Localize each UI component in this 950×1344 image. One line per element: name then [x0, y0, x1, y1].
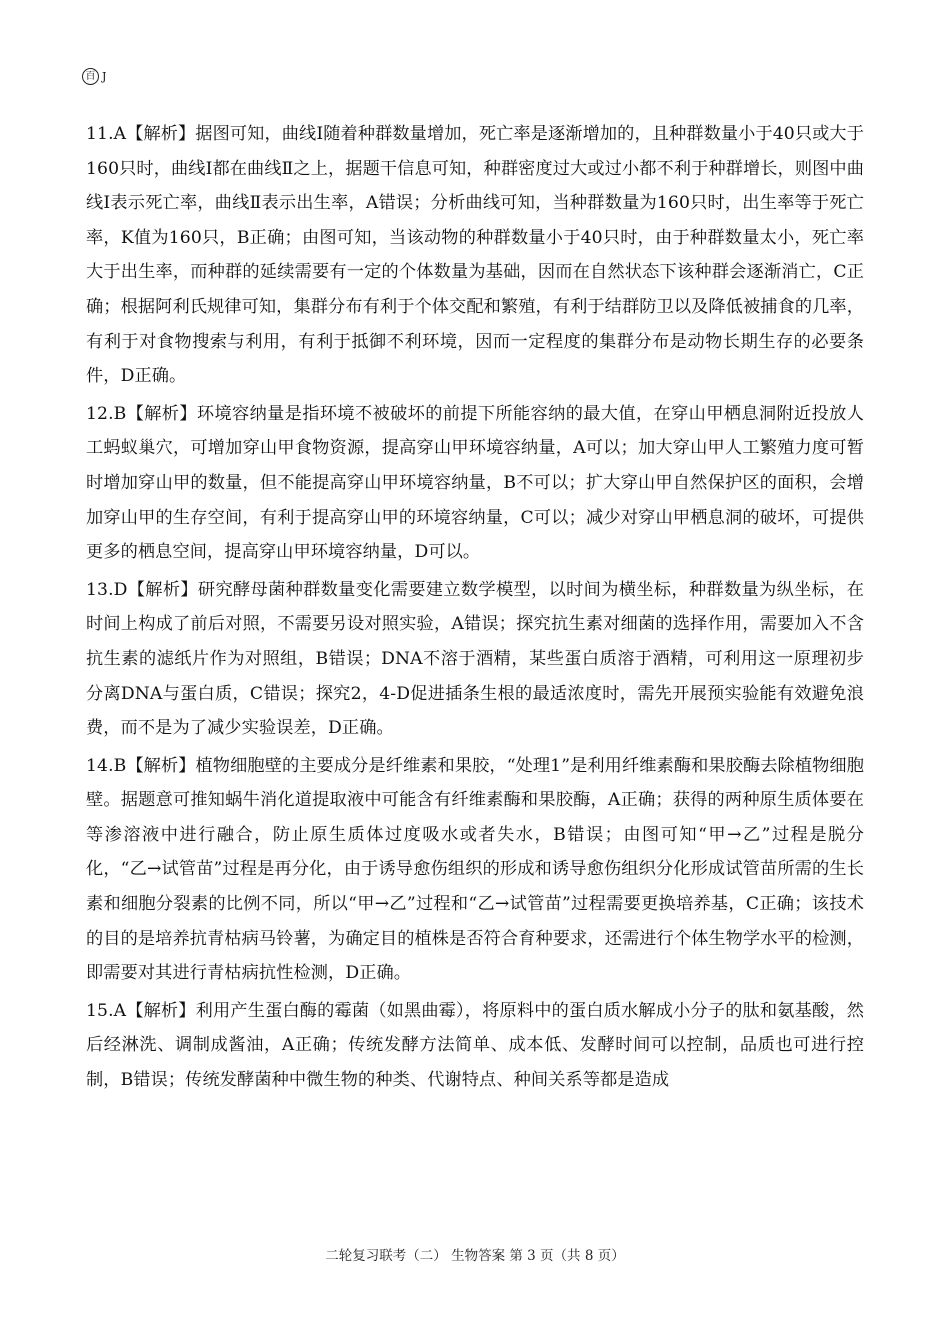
logo-suffix: J — [102, 70, 107, 83]
answer-11: 11.A【解析】据图可知，曲线Ⅰ随着种群数量增加，死亡率是逐渐增加的，且种群数量小于40只或大于160只时，曲线Ⅰ都在曲线Ⅱ之上，据题干信息可知，种群密度过大或过小都不利于种群增长，则图中曲线Ⅰ表示死亡率，曲线Ⅱ表示出生率，A错误；分析曲线可知，当种群数量为160只时，出生率等于死亡率，K值为160只，B正确；由图可知，当该动物的种群数量小于40只时，由于种群数量太小，死亡率大于出生率，而种群的延续需要有一定的个体数量为基础，因而在自然状态下该种群会逐渐消亡，C正确；根据阿利氏规律可知，集群分布有利于个体交配和繁殖，有利于结群防卫以及降低被捕食的几率，有利于对食物搜索与利用，有利于抵御不利环境，因而一定程度的集群分布是动物长期生存的必要条件，D正确。 — [86, 124, 864, 387]
page-footer: 二轮复习联考（二） 生物答案 第 3 页（共 8 页） — [325, 1248, 625, 1264]
answer-13: 13.D【解析】研究酵母菌种群数量变化需要建立数学模型，以时间为横坐标，种群数量为纵坐标，在时间上构成了前后对照，不需要另设对照实验，A错误；探究抗生素对细菌的选择作用，需要加入不含抗生素的滤纸片作为对照组，B错误；DNA不溶于酒精，某些蛋白质溶于酒精，可利用这一原理初步分离DNA与蛋白质，C错误；探究2，4-D促进插条生根的最适浓度时，需先开展预实验能有效避免浪费，而不是为了减少实验误差，D正确。 — [86, 579, 864, 739]
logo-mark: 百 — [82, 68, 99, 85]
publisher-logo — [82, 68, 106, 85]
answer-12: 12.B【解析】环境容纳量是指环境不被破坏的前提下所能容纳的最大值，在穿山甲栖息洞附近投放人工蚂蚁巢穴，可增加穿山甲食物资源，提高穿山甲环境容纳量，A可以；加大穿山甲人工繁殖力度可暂时增加穿山甲的数量，但不能提高穿山甲环境容纳量，B不可以；扩大穿山甲自然保护区的面积，会增加穿山甲的生存空间，有利于提高穿山甲的环境容纳量，C可以；减少对穿山甲栖息洞的破坏，可提供更多的栖息空间，提高穿山甲环境容纳量，D可以。 — [86, 403, 864, 563]
answer-content — [86, 117, 864, 1101]
answer-15: 15.A【解析】利用产生蛋白酶的霉菌（如黑曲霉），将原料中的蛋白质水解成小分子的肽和氨基酸，然后经淋洗、调制成酱油，A正确；传统发酵方法简单、成本低、发酵时间可以控制，品质也可进行控制，B错误；传统发酵菌种中微生物的种类、代谢特点、种间关系等都是造成 — [86, 1000, 864, 1091]
answer-14: 14.B【解析】植物细胞壁的主要成分是纤维素和果胶，“处理1”是利用纤维素酶和果胶酶去除植物细胞壁。据题意可推知蜗牛消化道提取液中可能含有纤维素酶和果胶酶，A正确；获得的两种原生质体要在等渗溶液中进行融合，防止原生质体过度吸水或者失水，B错误；由图可知“甲→乙”过程是脱分化，“乙→试管苗”过程是再分化，由于诱导愈伤组织的形成和诱导愈伤组织分化形成试管苗所需的生长素和细胞分裂素的比例不同，所以“甲→乙”过程和“乙→试管苗”过程需要更换培养基，C正确；该技术的目的是培养抗青枯病马铃薯，为确定目的植株是否符合育种要求，还需进行个体生物学水平的检测，即需要对其进行青枯病抗性检测，D正确。 — [86, 755, 864, 984]
